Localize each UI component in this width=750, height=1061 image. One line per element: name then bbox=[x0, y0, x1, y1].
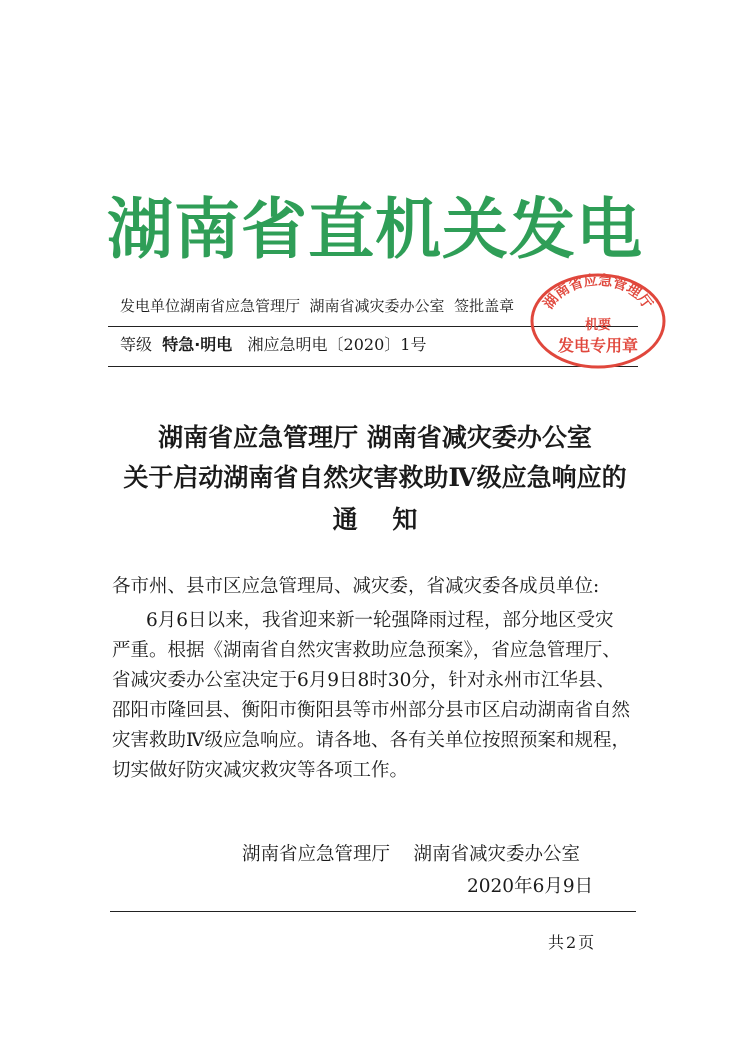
sender-units: 湖南省应急管理厅 湖南省减灾委办公室 bbox=[180, 297, 445, 315]
body-line: 6月6日以来，我省迎来新一轮强降雨过程，部分地区受灾 bbox=[146, 610, 614, 631]
sign-label: 签批盖章 bbox=[454, 297, 515, 315]
masthead-title: 湖南省直机关发电 bbox=[107, 191, 643, 268]
notice-title-line3: 通 知 bbox=[332, 505, 418, 534]
seal-text-bottom: 发电专用章 bbox=[557, 336, 639, 355]
svg-text:湖南省应急管理厅 bbox=[540, 272, 655, 312]
salutation: 各市州、县市区应急管理局、减灾委，省减灾委各成员单位: bbox=[112, 576, 600, 597]
notice-body bbox=[112, 606, 630, 786]
footer-rule bbox=[110, 911, 636, 912]
signature-units: 湖南省应急管理厅 湖南省减灾委办公室 bbox=[242, 844, 581, 865]
grade-label: 等级 bbox=[120, 335, 153, 354]
sender-label: 发电单位 bbox=[120, 297, 181, 315]
body-line: 切实做好防灾减灾救灾等各项工作。 bbox=[112, 760, 409, 781]
body-line: 灾害救助Ⅳ级应急响应。请各地、各有关单位按照预案和规程， bbox=[112, 730, 630, 751]
page-total: 共2页 bbox=[548, 933, 597, 952]
notice-title-line1: 湖南省应急管理厅 湖南省减灾委办公室 bbox=[158, 423, 592, 452]
sender-line bbox=[120, 296, 514, 316]
body-line: 邵阳市隆回县、衡阳市衡阳县等市州部分县市区启动湖南省自然 bbox=[112, 700, 631, 721]
body-line: 省减灾委办公室决定于6月9日8时30分，针对永州市江华县、 bbox=[112, 670, 615, 691]
seal-text-middle: 机要 bbox=[584, 318, 612, 333]
doc-number: 湘应急明电〔2020〕1号 bbox=[247, 335, 427, 354]
notice-title-line2: 关于启动湖南省自然灾害救助Ⅳ级应急响应的 bbox=[123, 463, 627, 492]
grade-value: 特急·明电 bbox=[162, 335, 233, 354]
seal-text-top: 湖南省应急管理厅 bbox=[540, 272, 656, 313]
body-line: 严重。根据《湖南省自然灾害救助应急预案》，省应急管理厅、 bbox=[112, 640, 621, 661]
signature-date: 2020年6月9日 bbox=[467, 876, 594, 897]
grade-line bbox=[120, 335, 426, 355]
official-seal bbox=[528, 271, 668, 371]
